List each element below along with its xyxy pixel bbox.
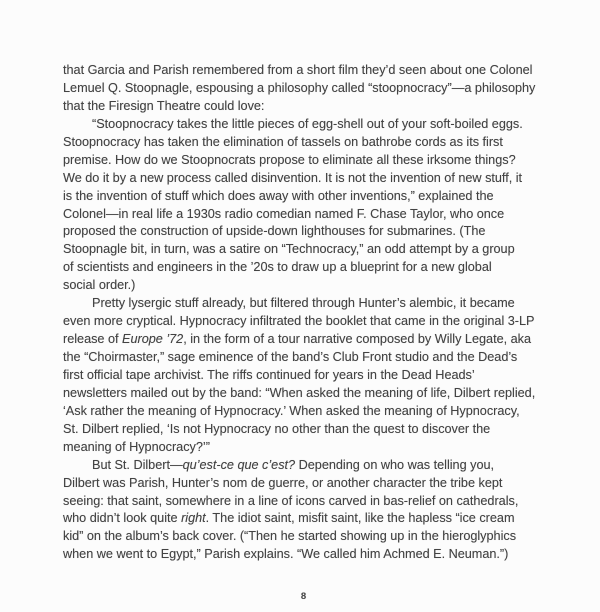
text-segment: that Garcia and Parish remembered from a short film they’d seen about one Colonel <box>63 63 533 77</box>
text-segment: when we went to Egypt,” Parish explains. “We called him Achmed E. Neuman.”) <box>63 547 509 562</box>
text-segment: who didn’t look quite <box>63 511 182 526</box>
text-segment: release of <box>63 332 123 347</box>
text-segment: We do it by a new process called disinvention. It is not the invention of new stuff, it <box>63 170 523 185</box>
text-segment: kid” on the album’s back cover. (“Then he started showing up in the hieroglyphics <box>63 529 517 544</box>
text-segment: premise. How do we Stoopnocrats propose to eliminate all these irksome things? <box>63 152 516 167</box>
text-line <box>63 223 544 241</box>
text-line <box>63 475 544 493</box>
text-line <box>63 134 544 152</box>
text-line <box>63 80 544 98</box>
text-segment: “Stoopnocracy takes the little pieces of egg-shell out of your soft-boiled eggs. <box>92 116 523 131</box>
text-segment: But St. Dilbert— <box>92 457 183 472</box>
text-line <box>63 439 544 457</box>
text-segment: newsletters mailed out by the band: “When asked the meaning of life, Dilbert replied, <box>63 385 536 400</box>
text-line <box>63 421 544 439</box>
text-line <box>63 457 544 475</box>
text-segment: of scientists and engineers in the ’20s to draw up a blueprint for a new global <box>63 260 492 275</box>
text-segment: Lemuel Q. Stoopnagle, espousing a philosophy called “stoopnocracy”—a philosophy <box>63 80 536 95</box>
text-segment: St. Dilbert replied, ‘Is not Hypnocracy no other than the quest to discover the <box>63 421 491 436</box>
text-line <box>63 116 544 134</box>
text-segment: Dilbert was Parish, Hunter’s nom de guerre, or another character the tribe kept <box>63 475 503 490</box>
text-segment: . The idiot saint, misfit saint, like the hapless “ice cream <box>205 511 515 526</box>
text-line <box>63 546 544 564</box>
text-segment: , in the form of a tour narrative composed by Willy Legate, aka <box>183 332 532 347</box>
text-segment: the “Choirmaster,” sage eminence of the band’s Club Front studio and the Dead’s <box>63 350 518 364</box>
text-line <box>63 295 544 313</box>
text-line <box>63 152 544 170</box>
text-line <box>63 206 544 224</box>
text-line <box>63 170 544 188</box>
text-segment: Colonel—in real life a 1930s radio comedian named F. Chase Taylor, who once <box>63 206 505 221</box>
text-segment: first official tape archivist. The riffs continued for years in the Dead Heads’ <box>63 367 475 382</box>
italic-text-segment: qu’est-ce que c’est? <box>182 457 296 472</box>
text-segment: meaning of Hypnocracy?’” <box>63 439 210 454</box>
text-line <box>63 493 544 511</box>
text-segment: Depending on who was telling you, <box>295 457 495 472</box>
text-line <box>63 313 544 331</box>
text-segment: Pretty lysergic stuff already, but filtered through Hunter’s alembic, it became <box>92 296 515 311</box>
text-line <box>63 367 544 385</box>
text-segment: ‘Ask rather the meaning of Hypnocracy.’ When asked the meaning of Hypnocracy, <box>63 403 520 418</box>
text-segment: is the invention of stuff which does away with other inventions,” explained the <box>63 188 494 203</box>
text-line <box>63 259 544 277</box>
text-segment: even more cryptical. Hypnocracy infiltrated the booklet that came in the original 3-LP <box>63 314 535 329</box>
text-segment: seeing: that saint, somewhere in a line of icons carved in bas-relief on cathedrals, <box>63 493 519 508</box>
text-segment: social order.) <box>63 278 136 293</box>
italic-text-segment: Europe ’72 <box>122 332 184 347</box>
text-line <box>63 62 544 80</box>
text-line <box>63 528 544 546</box>
text-line <box>63 277 544 295</box>
text-segment: Stoopnagle bit, in turn, was a satire on “Technocracy,” an odd attempt by a group <box>63 242 515 257</box>
body-text <box>63 62 544 564</box>
text-line <box>63 98 544 116</box>
italic-text-segment: right <box>181 511 206 526</box>
text-line <box>63 510 544 528</box>
text-line <box>63 349 544 367</box>
text-line <box>63 331 544 349</box>
text-line <box>63 241 544 259</box>
text-line <box>63 385 544 403</box>
text-segment: Stoopnocracy has taken the elimination of tassels on bathrobe cords as its first <box>63 134 503 149</box>
text-segment: that the Firesign Theatre could love: <box>63 98 265 113</box>
page-number: 8 <box>300 591 307 602</box>
text-segment: proposed the construction of upside-down lighthouses for submarines. (The <box>63 224 486 239</box>
text-line <box>63 403 544 421</box>
text-line <box>63 188 544 206</box>
